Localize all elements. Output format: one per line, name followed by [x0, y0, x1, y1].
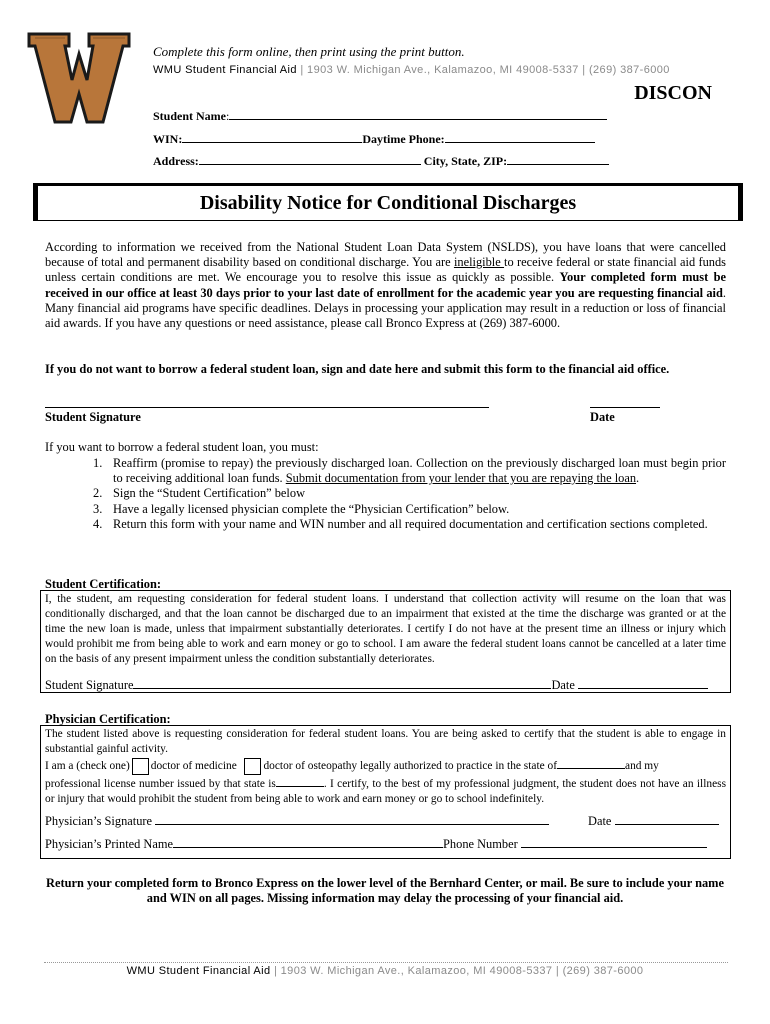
footer-org-address: | 1903 W. Michigan Ave., Kalamazoo, MI 49008-5337 | (269) 387-6000 [270, 965, 644, 977]
intro-ineligible: ineligible [453, 255, 505, 270]
student-name-row [153, 108, 607, 124]
steps-list [93, 456, 726, 532]
wmu-w-logo-icon [27, 32, 131, 124]
student-cert-signature-label: Student Signature [45, 678, 134, 692]
student-cert-box [40, 590, 731, 693]
borrow-intro: If you want to borrow a federal student loan, you must: [45, 440, 319, 454]
student-date-line[interactable] [590, 407, 660, 408]
physician-phone-field[interactable] [521, 836, 707, 848]
phone-label: Daytime Phone: [362, 132, 445, 146]
student-signature-label: Student Signature [45, 410, 141, 424]
student-cert-heading: Student Certification: [45, 577, 161, 591]
state-field[interactable] [557, 757, 625, 769]
intro-text-1: According to information we received from the National Student Loan Data System (NSLDS), you have loans that were cancelled because of total and permanent disability based on conditional discharge. You are [45, 240, 726, 270]
doctor-of-medicine-checkbox[interactable] [132, 758, 149, 775]
physician-signature-field[interactable] [155, 813, 549, 825]
phone-field[interactable] [445, 131, 595, 143]
physician-name-field[interactable] [173, 836, 443, 848]
student-cert-signature-row [45, 677, 708, 693]
footer-org-name: WMU Student Financial Aid [126, 965, 271, 977]
step-text: Sign the “Student Certification” below [113, 486, 306, 501]
title-box [33, 183, 743, 221]
step-number: 3. [93, 501, 103, 516]
step-item [93, 456, 726, 486]
no-borrow-instruction: If you do not want to borrow a federal student loan, sign and date here and submit this form to the financial aid office. [45, 362, 670, 376]
org-address-line [153, 64, 670, 76]
and-my-text: and my [625, 760, 659, 772]
address-label: Address: [153, 154, 199, 168]
step-item [93, 502, 726, 517]
intro-paragraph [45, 240, 726, 331]
org-name: WMU Student Financial Aid [153, 64, 297, 76]
student-cert-date-field[interactable] [578, 677, 708, 689]
win-phone-row [153, 131, 595, 147]
step-number: 1. [93, 456, 103, 470]
step-underlined-text: Submit documentation from your lender that you are repaying the loan [285, 471, 637, 486]
physician-date-row [588, 813, 719, 829]
org-address: | 1903 W. Michigan Ave., Kalamazoo, MI 49008-5337 | (269) 387-6000 [296, 64, 670, 76]
footer-divider [44, 962, 728, 963]
step-item [93, 486, 726, 501]
physician-name-row [45, 836, 707, 852]
intro-text-3: . Many financial aid programs have specific deadlines. Delays in processing your application may result in a reduction or loss of financial aid awards. If you have any questions or need assistance, please call Bronco Express at (269) 387-6000. [45, 285, 726, 331]
return-note: Return your completed form to Bronco Express on the lower level of the Bernhard Center, or mail. Be sure to include your name and WIN on all pages. Missing information may delay the processing of your financial aid. [46, 876, 724, 906]
step-number: 2. [93, 486, 103, 501]
step-item [93, 517, 726, 532]
step-end: . [636, 471, 640, 486]
physician-cert-text [45, 727, 726, 807]
student-name-colon: : [226, 109, 230, 123]
address-row [153, 153, 609, 169]
student-cert-signature-field[interactable] [133, 677, 551, 689]
win-field[interactable] [182, 131, 362, 143]
physician-name-label: Physician’s Printed Name [45, 837, 174, 851]
intro-bold: Your completed form must be received in our office at least 30 days prior to your last date of enrollment for the academic year you are requesting financial aid [45, 270, 727, 300]
step-text: Reaffirm (promise to repay) the previously discharged loan. Collection on the previously discharged loan must begin prior to receiving additional loan funds. [113, 456, 726, 486]
student-cert-date-label: Date [551, 678, 575, 692]
physician-date-label: Date [588, 814, 612, 828]
student-date-label: Date [590, 410, 615, 424]
physician-cert-intro: The student listed above is requesting consideration for federal student loans. You are being asked to certify that the student is able to engage in substantial gainful activity. [45, 728, 726, 755]
physician-signature-row [45, 813, 549, 829]
city-state-zip-field[interactable] [507, 153, 609, 165]
check-one-label: I am a (check one) [45, 760, 130, 772]
footer-address-line [0, 965, 770, 977]
student-cert-text: I, the student, am requesting consideration for federal student loans. I understand that collection activity will resume on the loan that was conditionally discharged, and that the loan cannot be discharged due to an impairment that existed at the time the discharge was granted or at the time the new loan is made, unless that impairment substantially deteriorates. I certify I do not have at the present time an illness or injury which would prohibit me from being able to work and earn money or go to school. I am aware the federal student loans cannot be cancelled at a later time on the basis of any present impairment unless the condition substantially deteriorates. [45, 593, 726, 665]
page-title: Disability Notice for Conditional Discharges [199, 192, 577, 214]
address-field[interactable] [199, 153, 421, 165]
step-number: 4. [93, 516, 103, 531]
physician-cert-heading: Physician Certification: [45, 712, 171, 726]
doctor-of-osteopathy-label: doctor of osteopathy legally authorized to practice in the state of [263, 760, 558, 772]
doctor-of-medicine-label: doctor of medicine [150, 760, 237, 772]
physician-cert-box [40, 725, 731, 859]
step-text: Have a legally licensed physician complete the “Physician Certification” below. [113, 501, 510, 516]
intro-text-2: to receive federal or state financial aid funds unless certain conditions are met. We encourage you to resolve this issue as quickly as possible. [45, 255, 726, 285]
step-text: Return this form with your name and WIN number and all required documentation and certification sections completed. [113, 516, 708, 531]
tagline: Complete this form online, then print using the print button. [153, 44, 465, 59]
form-code: DISCON [634, 82, 712, 104]
student-name-label: Student Name [153, 109, 227, 123]
physician-date-field[interactable] [615, 813, 719, 825]
doctor-of-osteopathy-checkbox[interactable] [244, 758, 261, 775]
student-signature-line[interactable] [45, 407, 489, 408]
win-label: WIN: [153, 132, 183, 146]
physician-cert-rest: . I certify, to the best of my professional judgment, the student does not have an illness or injury that would prohibit the student from being able to work and earn money or go to school indefinitely. [45, 777, 726, 805]
physician-signature-label: Physician’s Signature [45, 814, 153, 828]
license-field[interactable] [276, 775, 324, 787]
physician-phone-label: Phone Number [443, 837, 518, 851]
student-name-field[interactable] [229, 108, 607, 120]
city-state-zip-label: City, State, ZIP: [423, 154, 508, 168]
license-label: professional license number issued by that state is [45, 777, 276, 790]
